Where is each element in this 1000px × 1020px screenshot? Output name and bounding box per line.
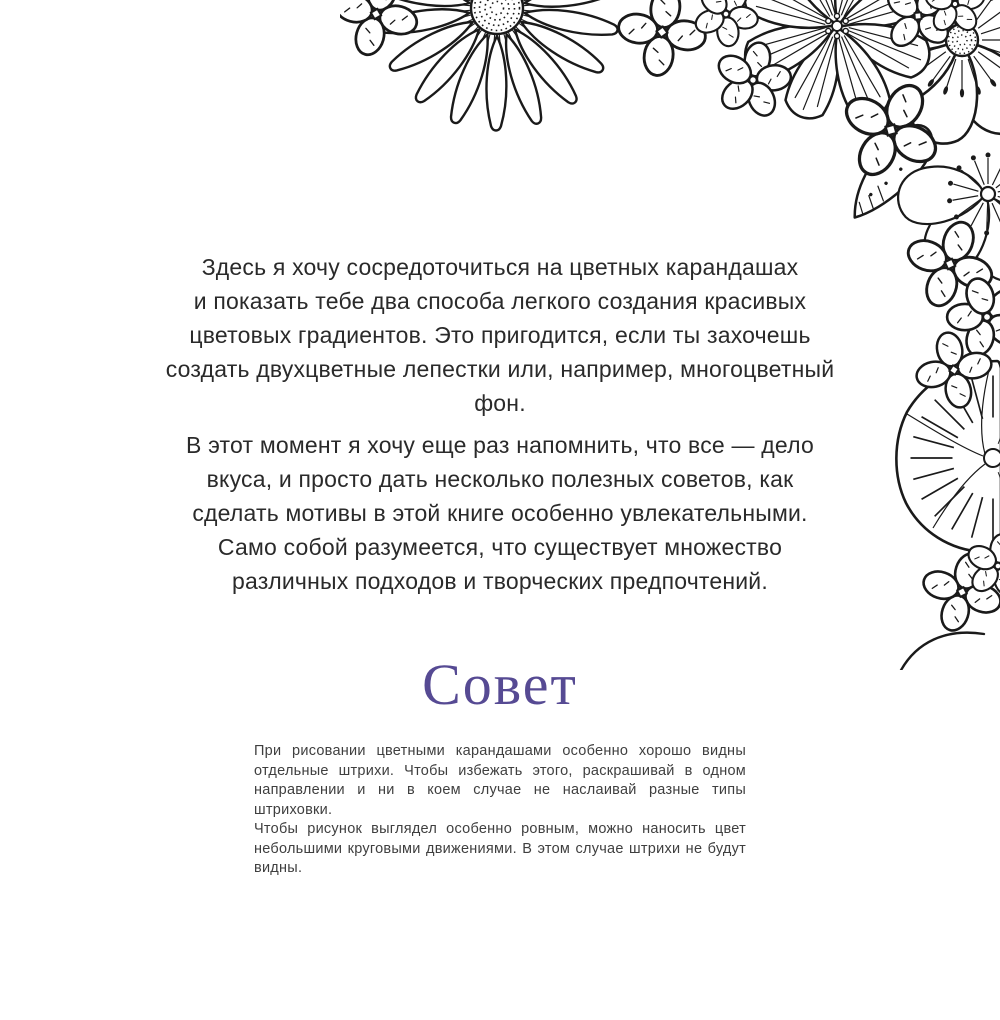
intro-paragraph-2 <box>0 428 1000 598</box>
text-line: различных подходов и творческих предпочтений. <box>232 568 768 594</box>
text-line: создать двухцветные лепестки или, например, многоцветный <box>165 356 835 382</box>
intro-paragraph-1 <box>0 250 1000 420</box>
text-line: небольшими круговыми движениями. В этом случае штрихи не будут <box>254 840 746 857</box>
text-line: Здесь я хочу сосредоточиться на цветных карандашах <box>201 254 799 280</box>
text-line: Само собой разумеется, что существует множество <box>217 534 783 560</box>
text-line: видны. <box>254 860 303 876</box>
intro-text <box>0 250 1000 598</box>
text-line: цветовых градиентов. Это пригодится, если ты захочешь <box>189 322 811 348</box>
text-line: В этот момент я хочу еще раз напомнить, что все — дело <box>185 432 814 458</box>
text-line: При рисовании цветными карандашами особенно хорошо видны <box>254 743 746 759</box>
text-line: фон. <box>474 390 526 416</box>
tip-body <box>254 742 746 879</box>
text-line: отдельные штрихи. Чтобы избежать этого, раскрашивай в одном <box>254 762 746 779</box>
blossom-flower <box>613 0 712 81</box>
text-line: Чтобы рисунок выглядел особенно ровным, можно наносить цвет <box>254 821 746 837</box>
tip-section <box>0 650 1000 879</box>
text-line: сделать мотивы в этой книге особенно увлекательными. <box>192 500 808 526</box>
text-line: направлении и ни в коем случае не наслаивай разные типы штриховки. <box>254 782 746 818</box>
text-line: вкуса, и просто дать несколько полезных советов, как <box>206 466 794 492</box>
tip-heading: Совет <box>422 652 578 717</box>
text-line: и показать тебе два способа легкого создания красивых <box>193 288 807 314</box>
